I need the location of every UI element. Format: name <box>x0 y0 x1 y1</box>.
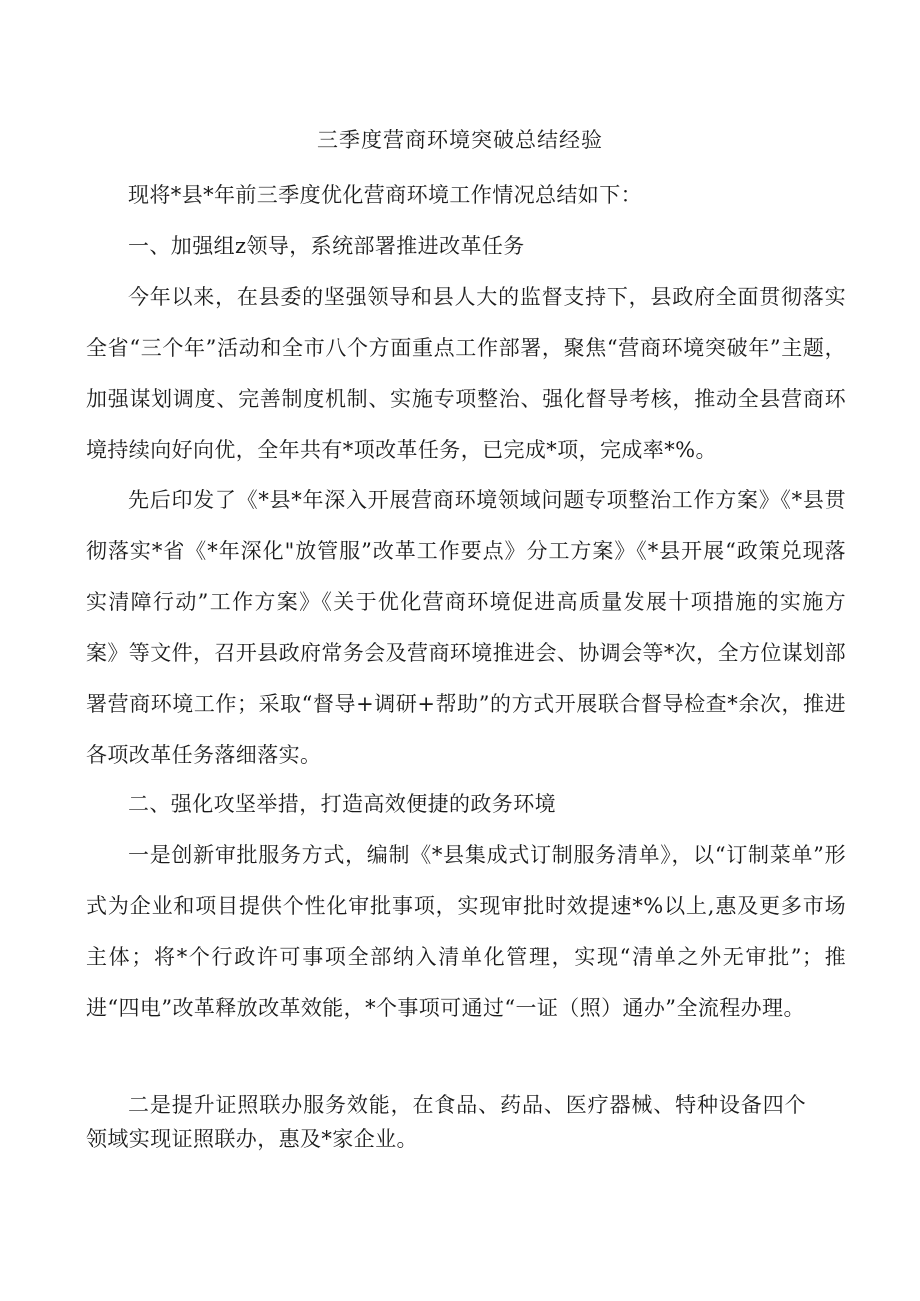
document-title: 三季度营商环境突破总结经验 <box>317 128 603 152</box>
body-paragraph-2: 先后印发了《*县*年深入开展营商环境领域问题专项整治工作方案》《*县贯彻落实*省《*年深化"放管服”改革工作要点》分工方案》《*县开展“政策兑现落实清障行动”工作方案》《关于优化营商环境促进高质量发展十项措施的实施方案》等文件，召开县政府常务会及营商环境推进会、协调会等*次，全方位谋划部署营商环境工作；采取“督导+调研+帮助”的方式开展联合督导检查*余次，推进各项改革任务落细落实。 <box>86 488 846 767</box>
body-paragraph-4: 二是提升证照联办服务效能，在食品、药品、医疗器械、特种设备四个领域实现证照联办，惠及*家企业。 <box>86 1093 806 1151</box>
intro-paragraph: 现将*县*年前三季度优化营商环境工作情况总结如下： <box>128 183 642 207</box>
section-heading-1: 一、加强组z领导，系统部署推进改革任务 <box>128 234 525 258</box>
body-paragraph-1: 今年以来，在县委的坚强领导和县人大的监督支持下，县政府全面贯彻落实全省“三个年”活动和全市八个方面重点工作部署，聚焦“营商环境突破年”主题，加强谋划调度、完善制度机制、实施专项整治、强化督导考核，推动全县营商环境持续向好向优，全年共有*项改革任务，已完成*项，完成率*%。 <box>86 285 846 462</box>
body-paragraph-3: 一是创新审批服务方式，编制《*县集成式订制服务清单》，以“订制菜单”形式为企业和项目提供个性化审批事项，实现审批时效提速*%以上,惠及更多市场主体；将*个行政许可事项全部纳入清单化管理，实现“清单之外无审批”；推进“四电”改革释放改革效能，*个事项可通过“一证（照）通办”全流程办理。 <box>86 843 846 1020</box>
section-heading-2: 二、强化攻坚举措，打造高效便捷的政务环境 <box>128 792 556 816</box>
